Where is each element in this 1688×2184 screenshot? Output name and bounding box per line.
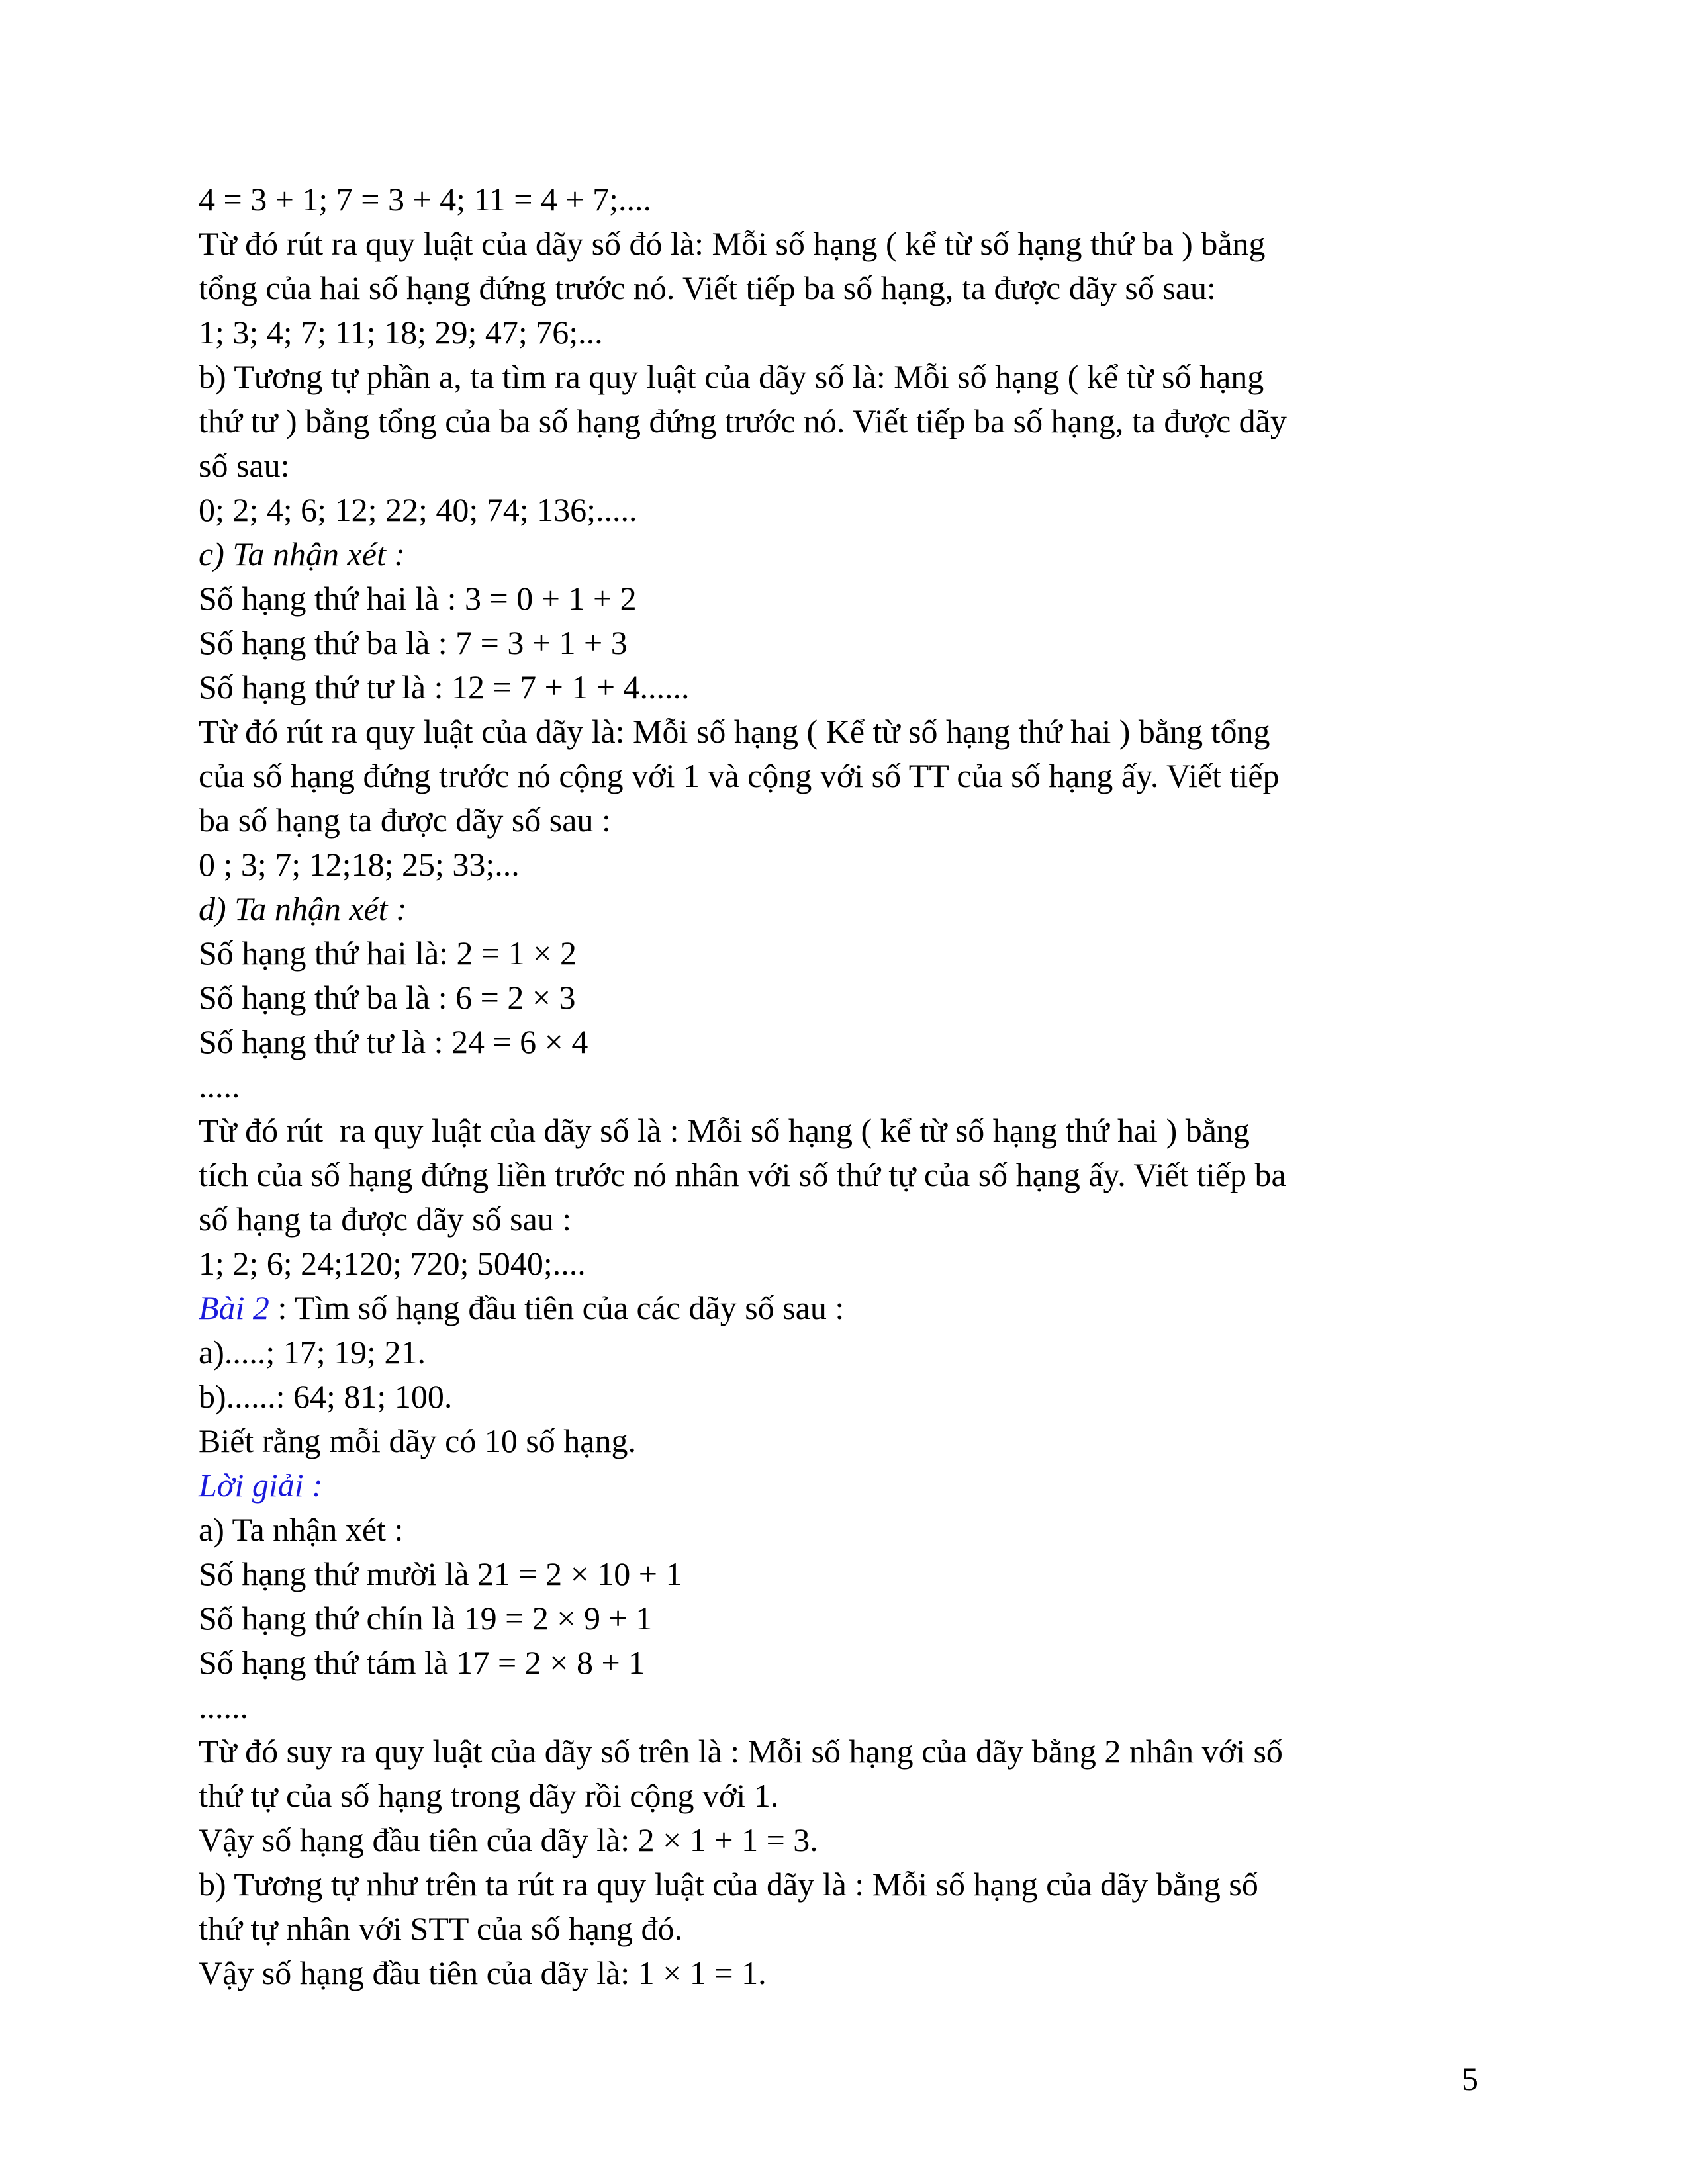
text-line <box>199 1552 1509 1596</box>
text-segment: của số hạng đứng trước nó cộng với 1 và cộng với số TT của số hạng ấy. Viết tiếp <box>199 757 1280 794</box>
text-segment: b) Tương tự như trên ta rút ra quy luật của dãy là : Mỗi số hạng của dãy bằng số <box>199 1866 1258 1903</box>
text-line <box>199 355 1509 399</box>
text-segment: b)......: 64; 81; 100. <box>199 1378 453 1415</box>
text-segment: a).....; 17; 19; 21. <box>199 1334 426 1371</box>
text-segment: ..... <box>199 1068 240 1105</box>
text-line <box>199 1375 1509 1419</box>
text-line <box>199 842 1509 887</box>
text-line <box>199 222 1509 266</box>
text-segment: : Tìm số hạng đầu tiên của các dãy số sau : <box>269 1289 845 1326</box>
text-line <box>199 1419 1509 1463</box>
text-line <box>199 1153 1509 1197</box>
text-line <box>199 310 1509 355</box>
text-segment: thứ tư ) bằng tổng của ba số hạng đứng trước nó. Viết tiếp ba số hạng, ta được dãy <box>199 402 1287 439</box>
text-segment: Số hạng thứ hai là: 2 = 1 × 2 <box>199 934 577 972</box>
text-segment: số sau: <box>199 447 290 484</box>
text-segment: Bài 2 <box>199 1289 269 1326</box>
text-segment: Từ đó rút ra quy luật của dãy là: Mỗi số hạng ( Kể từ số hạng thứ hai ) bằng tổng <box>199 713 1270 750</box>
text-line <box>199 1463 1509 1508</box>
text-line <box>199 1907 1509 1951</box>
text-line <box>199 798 1509 842</box>
text-segment: d) Ta nhận xét : <box>199 890 407 927</box>
text-segment: ba số hạng ta được dãy số sau : <box>199 801 611 839</box>
text-segment: số hạng ta được dãy số sau : <box>199 1201 572 1238</box>
text-segment: 0; 2; 4; 6; 12; 22; 40; 74; 136;..... <box>199 491 637 528</box>
text-line <box>199 709 1509 754</box>
text-line <box>199 621 1509 665</box>
text-line <box>199 1508 1509 1552</box>
text-segment: Lời giải : <box>199 1467 323 1504</box>
text-segment: 1; 3; 4; 7; 11; 18; 29; 47; 76;... <box>199 314 603 351</box>
text-line <box>199 1818 1509 1862</box>
text-segment: Số hạng thứ ba là : 6 = 2 × 3 <box>199 979 576 1016</box>
text-line <box>199 1729 1509 1774</box>
text-line <box>199 1330 1509 1375</box>
text-line <box>199 1020 1509 1064</box>
text-line <box>199 177 1509 222</box>
text-line <box>199 266 1509 310</box>
text-line <box>199 1596 1509 1641</box>
text-line <box>199 1242 1509 1286</box>
text-segment: Từ đó rút ra quy luật của dãy số là : Mỗi số hạng ( kể từ số hạng thứ hai ) bằng <box>199 1112 1250 1149</box>
text-segment: 1; 2; 6; 24;120; 720; 5040;.... <box>199 1245 586 1282</box>
text-line <box>199 1951 1509 1995</box>
text-line <box>199 576 1509 621</box>
text-segment: Từ đó suy ra quy luật của dãy số trên là : Mỗi số hạng của dãy bằng 2 nhân với số <box>199 1733 1283 1770</box>
text-segment: 0 ; 3; 7; 12;18; 25; 33;... <box>199 846 520 883</box>
text-segment: Vậy số hạng đầu tiên của dãy là: 1 × 1 = 1. <box>199 1954 767 1991</box>
text-segment: tích của số hạng đứng liền trước nó nhân với số thứ tự của số hạng ấy. Viết tiếp ba <box>199 1156 1286 1193</box>
text-segment: 4 = 3 + 1; 7 = 3 + 4; 11 = 4 + 7;.... <box>199 181 652 218</box>
text-segment: Số hạng thứ chín là 19 = 2 × 9 + 1 <box>199 1600 653 1637</box>
text-line <box>199 399 1509 443</box>
text-line <box>199 976 1509 1020</box>
text-line <box>199 443 1509 488</box>
text-segment: b) Tương tự phần a, ta tìm ra quy luật của dãy số là: Mỗi số hạng ( kể từ số hạng <box>199 358 1264 395</box>
text-line <box>199 887 1509 931</box>
text-line <box>199 488 1509 532</box>
text-segment: Số hạng thứ ba là : 7 = 3 + 1 + 3 <box>199 624 628 661</box>
text-segment: ...... <box>199 1688 248 1725</box>
text-line <box>199 1641 1509 1685</box>
text-segment: Vậy số hạng đầu tiên của dãy là: 2 × 1 + 1 = 3. <box>199 1821 818 1858</box>
text-segment: thứ tự của số hạng trong dãy rồi cộng với 1. <box>199 1777 779 1814</box>
text-segment: Số hạng thứ tám là 17 = 2 × 8 + 1 <box>199 1644 645 1681</box>
text-segment: thứ tự nhân với STT của số hạng đó. <box>199 1910 683 1947</box>
page-number: 5 <box>1462 2060 1478 2097</box>
text-segment: c) Ta nhận xét : <box>199 535 405 572</box>
text-line <box>199 931 1509 976</box>
text-line <box>199 532 1509 576</box>
text-line <box>199 1862 1509 1907</box>
text-segment: Số hạng thứ tư là : 12 = 7 + 1 + 4...... <box>199 668 690 705</box>
text-segment: a) Ta nhận xét : <box>199 1511 404 1548</box>
text-segment: Từ đó rút ra quy luật của dãy số đó là: Mỗi số hạng ( kể từ số hạng thứ ba ) bằng <box>199 225 1266 262</box>
page-body-text <box>199 177 1509 1995</box>
text-line <box>199 1109 1509 1153</box>
text-line <box>199 1774 1509 1818</box>
text-segment: Số hạng thứ tư là : 24 = 6 × 4 <box>199 1023 588 1060</box>
text-line <box>199 1064 1509 1109</box>
text-line <box>199 754 1509 798</box>
text-line <box>199 1685 1509 1729</box>
text-segment: Số hạng thứ mười là 21 = 2 × 10 + 1 <box>199 1555 682 1592</box>
text-segment: Biết rằng mỗi dãy có 10 số hạng. <box>199 1422 636 1459</box>
text-segment: tổng của hai số hạng đứng trước nó. Viết tiếp ba số hạng, ta được dãy số sau: <box>199 269 1216 306</box>
text-line <box>199 1197 1509 1242</box>
text-segment: Số hạng thứ hai là : 3 = 0 + 1 + 2 <box>199 580 637 617</box>
text-line <box>199 665 1509 709</box>
text-line <box>199 1286 1509 1330</box>
